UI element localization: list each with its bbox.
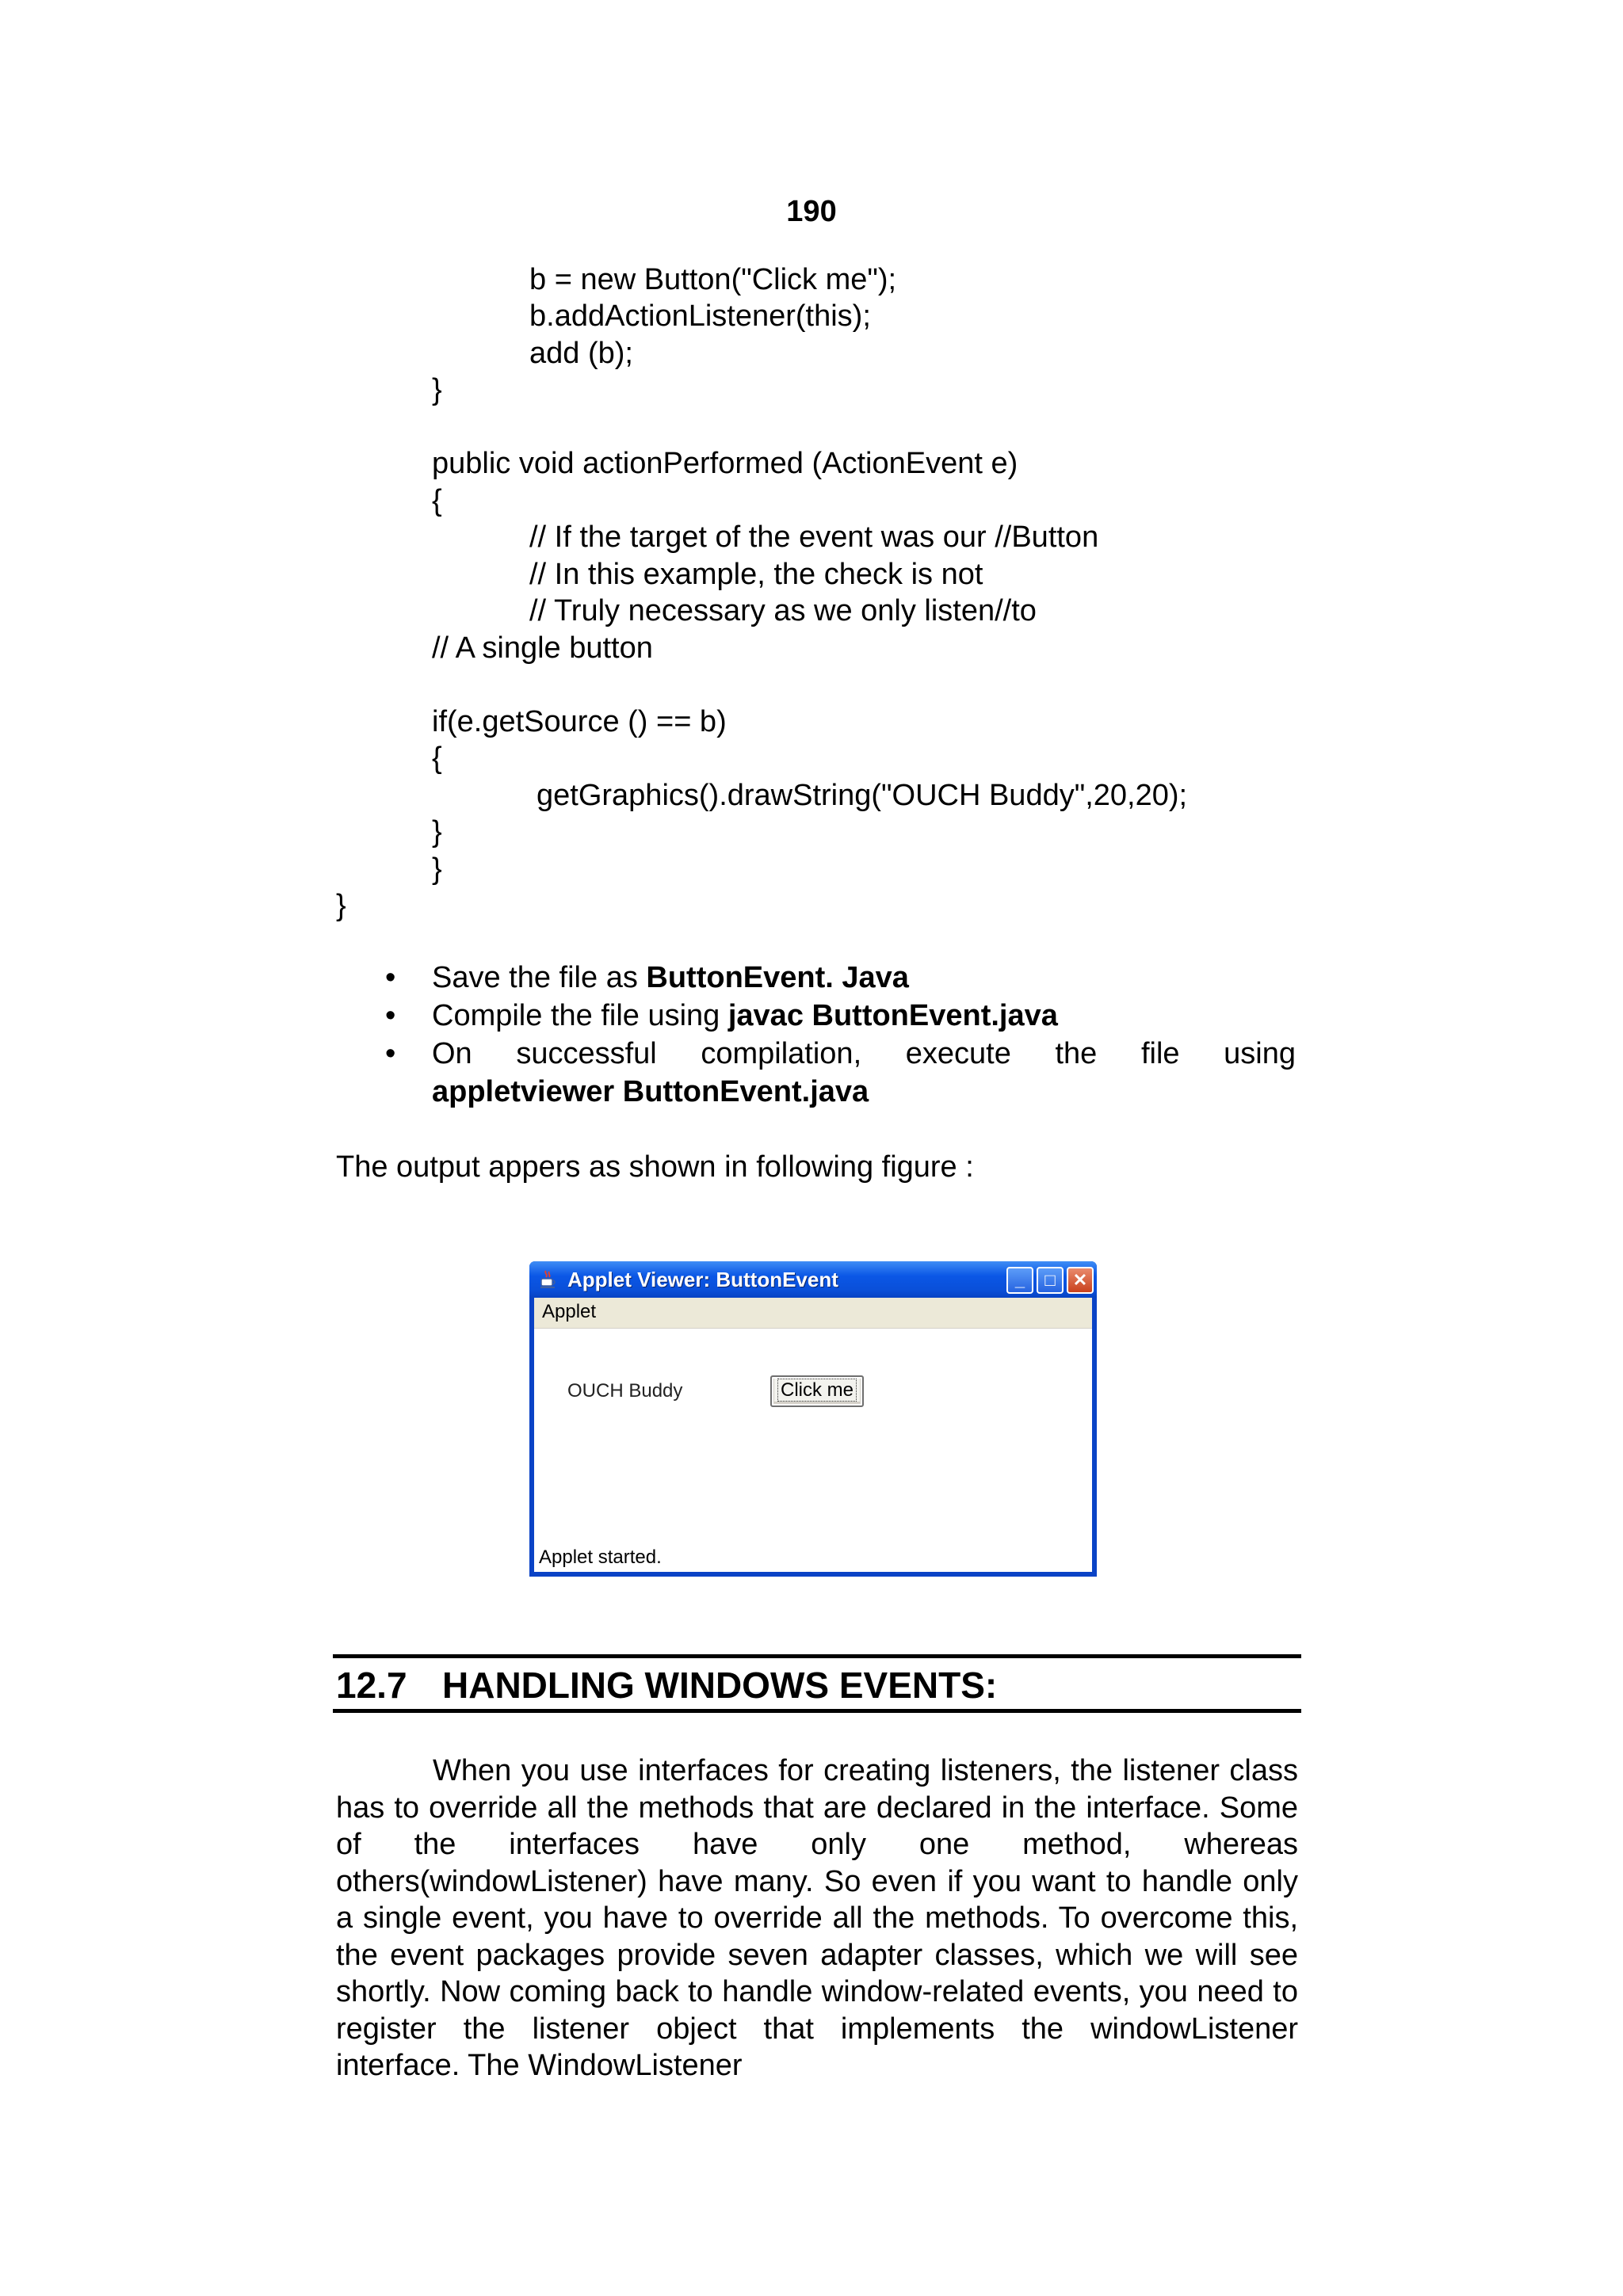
code-line: b.addActionListener(this); xyxy=(529,299,871,333)
code-line: } xyxy=(432,852,442,886)
code-line: // If the target of the event was our //Button xyxy=(529,521,1099,554)
applet-drawn-text: OUCH Buddy xyxy=(567,1380,683,1402)
bullet-icon: • xyxy=(385,961,396,994)
applet-client-area xyxy=(534,1298,1092,1572)
code-line: getGraphics().drawString("OUCH Buddy",20,20); xyxy=(537,779,1188,812)
list-item: • Compile the file using javac ButtonEvent.java xyxy=(380,997,1296,1035)
list-item: • On successful compilation, execute the file using appletviewer ButtonEvent.java xyxy=(380,1035,1296,1111)
window-title: Applet Viewer: ButtonEvent xyxy=(567,1268,838,1291)
java-cup-icon xyxy=(539,1269,556,1290)
bullet-icon: • xyxy=(385,999,396,1032)
close-button[interactable]: ✕ xyxy=(1067,1267,1094,1294)
code-line: // Truly necessary as we only listen//to xyxy=(529,594,1037,627)
bullet-icon: • xyxy=(385,1037,396,1070)
menu-applet[interactable]: Applet xyxy=(542,1301,597,1322)
code-line: if(e.getSource () == b) xyxy=(432,705,727,738)
section-rule-top xyxy=(333,1654,1301,1658)
code-line: } xyxy=(432,815,442,849)
code-line: // A single button xyxy=(432,631,653,665)
minimize-button[interactable]: _ xyxy=(1006,1267,1033,1294)
window-titlebar[interactable] xyxy=(529,1261,1097,1298)
click-me-button[interactable]: Click me xyxy=(770,1375,864,1407)
figure-intro: The output appers as shown in following figure : xyxy=(336,1150,974,1184)
code-line: } xyxy=(432,373,442,406)
code-line: } xyxy=(336,889,346,922)
section-heading: 12.7 HANDLING WINDOWS EVENTS: xyxy=(336,1665,998,1706)
body-paragraph: When you use interfaces for creating listeners, the listener class has to override all the methods that are declared in the interface. Some of the interfaces have only one method, whereas others(windowListener) have many. So even if you want to handle only a single event, you have to override all the methods. To overcome this, the event packages provide seven adapter classes, which we will see shortly. Now coming back to handle window-related events, you need to register the listener object that implements the windowListener interface. The WindowListener xyxy=(336,1754,1298,2082)
code-line: { xyxy=(432,742,442,775)
section-rule-bottom xyxy=(333,1709,1301,1713)
instruction-list xyxy=(380,959,1296,1111)
code-line: // In this example, the check is not xyxy=(529,558,983,591)
page-number: 190 xyxy=(786,195,837,228)
applet-viewer-window xyxy=(529,1261,1097,1577)
menu-bar xyxy=(534,1298,1092,1329)
code-line: { xyxy=(432,484,442,517)
list-item: • Save the file as ButtonEvent. Java xyxy=(380,959,1296,997)
maximize-button[interactable]: □ xyxy=(1037,1267,1064,1294)
code-line: add (b); xyxy=(529,337,633,370)
code-line: b = new Button("Click me"); xyxy=(529,263,897,296)
status-bar-text: Applet started. xyxy=(539,1547,662,1568)
code-line: public void actionPerformed (ActionEvent e) xyxy=(432,447,1018,480)
